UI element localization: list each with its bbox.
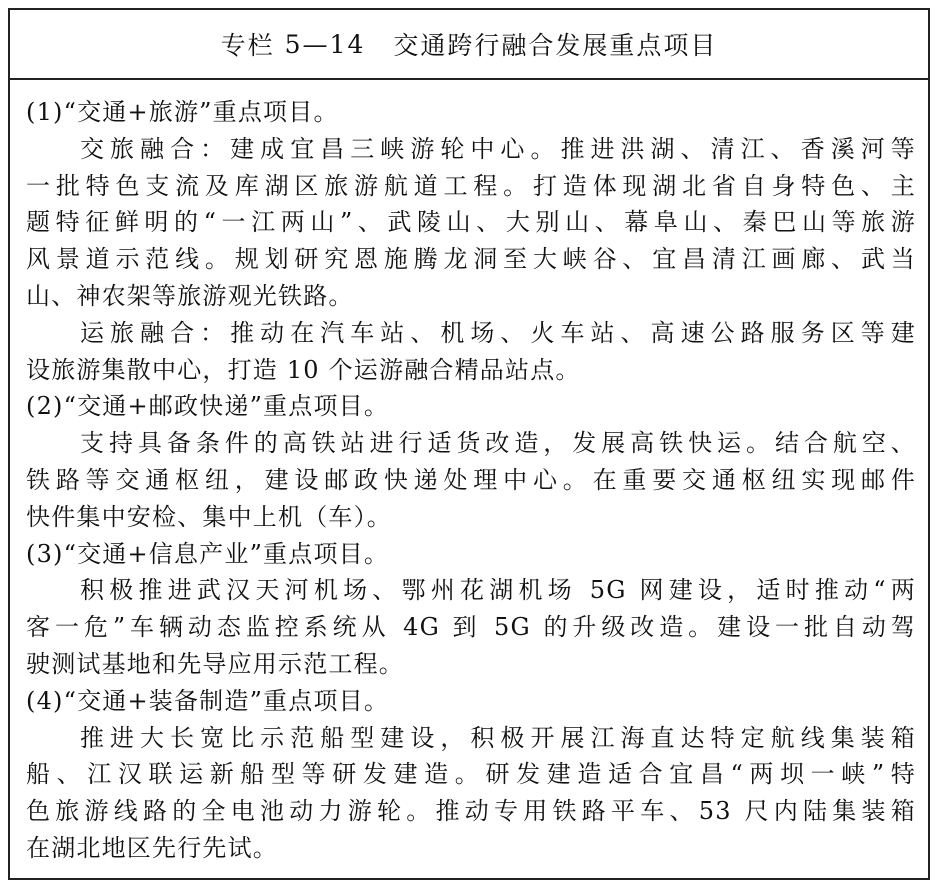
section-heading-3: (3)“交通+信息产业”重点项目。 (26, 539, 390, 568)
paragraph-line: 设旅游集散中心，打造 10 个运游融合精品站点。 (26, 355, 581, 384)
paragraph-line: 交旅融合：建成宜昌三峡游轮中心。推进洪湖、清江、香溪河等 (80, 134, 916, 163)
box-header (10, 10, 928, 80)
paragraph-line: 一批特色支流及库湖区旅游航道工程。打造体现湖北省自身特色、主 (26, 171, 916, 200)
project-box (8, 8, 930, 880)
column-title: 交通跨行融合发展重点项目 (393, 31, 718, 60)
paragraph-line: 山、神农架等旅游观光铁路。 (26, 281, 354, 310)
box-content (10, 80, 928, 867)
paragraph-line: 驶测试基地和先导应用示范工程。 (26, 649, 404, 678)
column-prefix: 专栏 (220, 31, 275, 60)
paragraph-line: 题特征鲜明的“一江两山”、武陵山、大别山、幕阜山、秦巴山等旅游 (26, 208, 916, 237)
paragraph-line: 积极推进武汉天河机场、鄂州花湖机场 5G 网建设，适时推动“两 (80, 576, 916, 605)
paragraph-line: 支持具备条件的高铁站进行适货改造，发展高铁快运。结合航空、 (80, 429, 916, 458)
paragraph-line: 铁路等交通枢纽，建设邮政快递处理中心。在重要交通枢纽实现邮件 (26, 465, 916, 494)
paragraph-line: 风景道示范线。规划研究恩施腾龙洞至大峡谷、宜昌清江画廊、武当 (26, 245, 916, 274)
paragraph-line: 客一危”车辆动态监控系统从 4G 到 5G 的升级改造。建设一批自动驾 (26, 613, 916, 642)
paragraph-line: 运旅融合：推动在汽车站、机场、火车站、高速公路服务区等建 (80, 318, 916, 347)
paragraph-line: 快件集中安检、集中上机（车）。 (26, 502, 392, 531)
section-heading-2: (2)“交通+邮政快递”重点项目。 (26, 392, 390, 421)
paragraph-line: 在湖北地区先行先试。 (26, 833, 278, 862)
paragraph-line: 船、江汉联运新船型等研发建造。研发建造适合宜昌“两坝一峡”特 (26, 760, 916, 789)
column-number: 5—14 (284, 29, 366, 59)
section-heading-1: (1)“交通+旅游”重点项目。 (26, 98, 339, 126)
section-heading-4: (4)“交通+装备制造”重点项目。 (26, 686, 390, 715)
paragraph-line: 推进大长宽比示范船型建设，积极开展江海直达特定航线集装箱 (80, 723, 916, 752)
paragraph-line: 色旅游线路的全电池动力游轮。推动专用铁路平车、53 尺内陆集装箱 (26, 797, 916, 826)
